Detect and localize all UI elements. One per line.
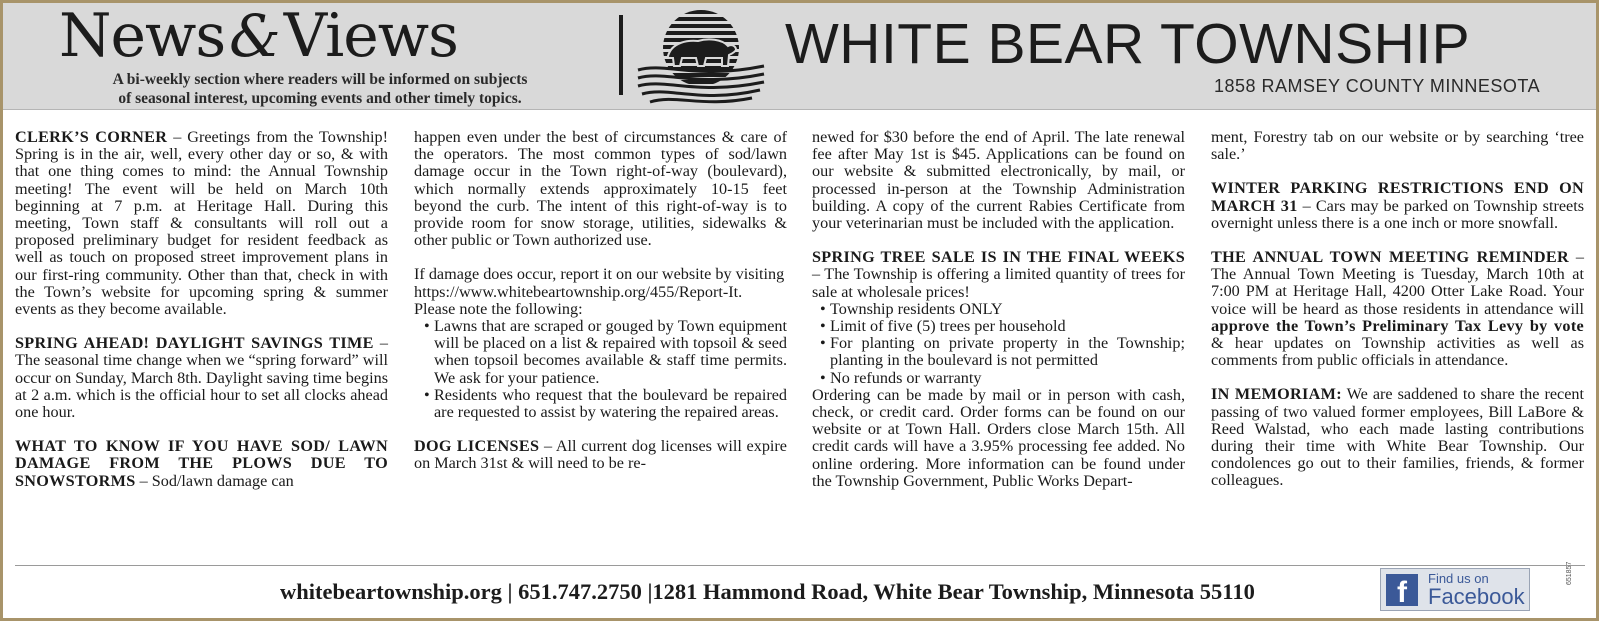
winter-parking-body: – Cars may be parked on Township streets overnight unless there is a one inch or more snowfall. bbox=[1211, 196, 1585, 232]
list-item: • Lawns that are scraped or gouged by Town equipment will be placed on a list & repaired with topsoil & seed when topsoil becomes available & staff time permits. We ask for your patience. bbox=[424, 318, 787, 387]
column-2 bbox=[414, 129, 787, 473]
ad-code: 651857 bbox=[1566, 561, 1573, 585]
facebook-icon: f bbox=[1386, 574, 1418, 606]
tree-sale-body: – The Township is offering a limited quantity of trees for sale at wholesale prices! bbox=[812, 265, 1185, 301]
sod-damage-continued: happen even under the best of circumstances & care of the operators. The most common types of sod/lawn damage occur in the Town right-of-way (boulevard), which normally extends approximately 10-15 feet beyond the curb. The intent of this right-of-way is to provide room for snow storage, utilities, sidewalks & other public or Town authorized use. bbox=[414, 128, 787, 250]
news-views-title bbox=[59, 1, 458, 71]
annual-meeting-body-end: & hear updates on Township activities as well as comments from public officials in attendance. bbox=[1211, 334, 1584, 370]
masthead bbox=[3, 3, 1596, 110]
winter-parking-article bbox=[1211, 180, 1584, 232]
sod-damage-article bbox=[15, 438, 388, 490]
footer-contact-line: whitebeartownship.org | 651.747.2750 |1281 Hammond Road, White Bear Township, Minnesota 55110 bbox=[280, 579, 1255, 604]
report-it-link[interactable]: https://www.whitebeartownship.org/455/Report-It. bbox=[414, 282, 743, 301]
tax-levy-emphasis: approve the Town’s Preliminary Tax Levy by vote bbox=[1211, 316, 1584, 335]
tagline-line-2: of seasonal interest, upcoming events and other timely topics. bbox=[118, 90, 522, 107]
annual-meeting-heading: THE ANNUAL TOWN MEETING REMINDER bbox=[1211, 248, 1569, 267]
tree-sale-heading: SPRING TREE SALE IS IN THE FINAL WEEKS bbox=[812, 248, 1185, 267]
clerks-corner-heading: CLERK’S CORNER bbox=[15, 128, 168, 146]
tree-order-paragraph: Ordering can be made by mail or in person with cash, check, or credit card. Order forms can be found on our website or at Town Hall. Orders close March 15th. All credit cards will have a 3.95% processing fee added. No online ordering. More information can be found under the Township Government, Public Works Depart- bbox=[812, 385, 1185, 490]
township-name: WHITE BEAR TOWNSHIP bbox=[785, 12, 1471, 76]
memoriam-body: We are saddened to share the recent passing of two valued former employees, Bill LaBore & Reed Walstad, who each made lasting contributions during their time with White Bear Township. Our condolences go out to their families, friends, & former colleagues. bbox=[1211, 385, 1585, 490]
header-divider bbox=[619, 15, 623, 95]
tree-sale-article bbox=[812, 249, 1185, 301]
footer-divider bbox=[15, 565, 1585, 566]
township-subtitle: 1858 RAMSEY COUNTY MINNESOTA bbox=[1214, 76, 1541, 96]
annual-meeting-body: – The Annual Town Meeting is Tuesday, March 10th at 7:00 PM at Heritage Hall, 4200 Otter Lake Road. Your voice will be heard as those residents in attendance will bbox=[1211, 248, 1585, 318]
daylight-savings-body: – The seasonal time change when we “spring forward” will occur on Sunday, March 8th. Daylight saving time begins at 2 a.m. which is the official hour to set all clocks ahead one hour. bbox=[15, 334, 388, 422]
list-item: • No refunds or warranty bbox=[820, 370, 1185, 387]
winter-parking-heading: WINTER PARKING RESTRICTIONS END ON MARCH 31 bbox=[1211, 179, 1584, 215]
column-3 bbox=[812, 129, 1185, 490]
report-intro: If damage does occur, report it on our website by visiting bbox=[414, 265, 785, 284]
tagline-line-1: A bi-weekly section where readers will be informed on subjects bbox=[112, 71, 528, 88]
title-views: Views bbox=[283, 1, 458, 71]
facebook-name-label: Facebook bbox=[1428, 584, 1525, 609]
daylight-savings-article bbox=[15, 335, 388, 421]
clerks-corner-body: – Greetings from the Township! Spring is in the air, well, every other day or so, & with that one thing comes to mind: the Annual Township meeting! The event will be held on March 10th beginning at 7 p.m. at Heritage Hall. During this meeting, Town staff & consultants will roll out a proposed preliminary budget for resident feedback as well as touch on proposed street improvement plans in our first-ring community. Other than that, check in with the Town’s website for upcoming spring & summer events as they become available. bbox=[15, 128, 388, 319]
sod-damage-heading: WHAT TO KNOW IF YOU HAVE SOD/ LAWN DAMAGE FROM THE PLOWS DUE TO SNOWSTORMS bbox=[15, 437, 388, 490]
dog-licenses-heading: DOG LICENSES bbox=[414, 437, 540, 456]
title-ampersand: & bbox=[229, 2, 280, 70]
sod-damage-list bbox=[414, 318, 787, 421]
memoriam-article bbox=[1211, 386, 1584, 489]
tree-sale-continued: ment, Forestry tab on our website or by searching ‘tree sale.’ bbox=[1211, 128, 1584, 164]
sod-damage-body: – Sod/lawn damage can bbox=[135, 471, 294, 490]
dog-licenses-body: – All current dog licenses will expire on March 31st & will need to be re- bbox=[414, 437, 787, 473]
report-it-paragraph bbox=[414, 266, 787, 318]
list-item: • For planting on private property in the Township; planting in the boulevard is not permitted bbox=[820, 335, 1185, 369]
list-item: • Residents who request that the boulevard be repaired are requested to assist by watering the repaired areas. bbox=[424, 387, 787, 421]
list-item: • Limit of five (5) trees per household bbox=[820, 318, 1185, 335]
bear-over-water-logo-icon bbox=[636, 8, 766, 106]
list-item: • Township residents ONLY bbox=[820, 301, 1185, 318]
tagline bbox=[60, 70, 580, 108]
memoriam-heading: IN MEMORIAM: bbox=[1211, 385, 1342, 404]
column-1 bbox=[15, 129, 388, 490]
title-news: News bbox=[59, 1, 226, 71]
facebook-find-label: Find us on bbox=[1428, 571, 1489, 586]
clerks-corner-article bbox=[15, 129, 388, 318]
tree-sale-list bbox=[812, 301, 1185, 387]
facebook-badge[interactable] bbox=[1380, 568, 1530, 611]
dog-licenses-article bbox=[414, 438, 787, 472]
dog-licenses-continued: newed for $30 before the end of April. The late renewal fee after May 1st is $45. Applications can be found on our website & submitted electronically, by mail, or processed in-person at the Township Administration building. A copy of the current Rabies Certificate from your veterinarian must be included with the application. bbox=[812, 128, 1185, 233]
annual-meeting-article bbox=[1211, 249, 1584, 369]
daylight-savings-heading: SPRING AHEAD! DAYLIGHT SAVINGS TIME bbox=[15, 334, 374, 353]
report-note: Please note the following: bbox=[414, 299, 583, 318]
column-4 bbox=[1211, 129, 1584, 490]
